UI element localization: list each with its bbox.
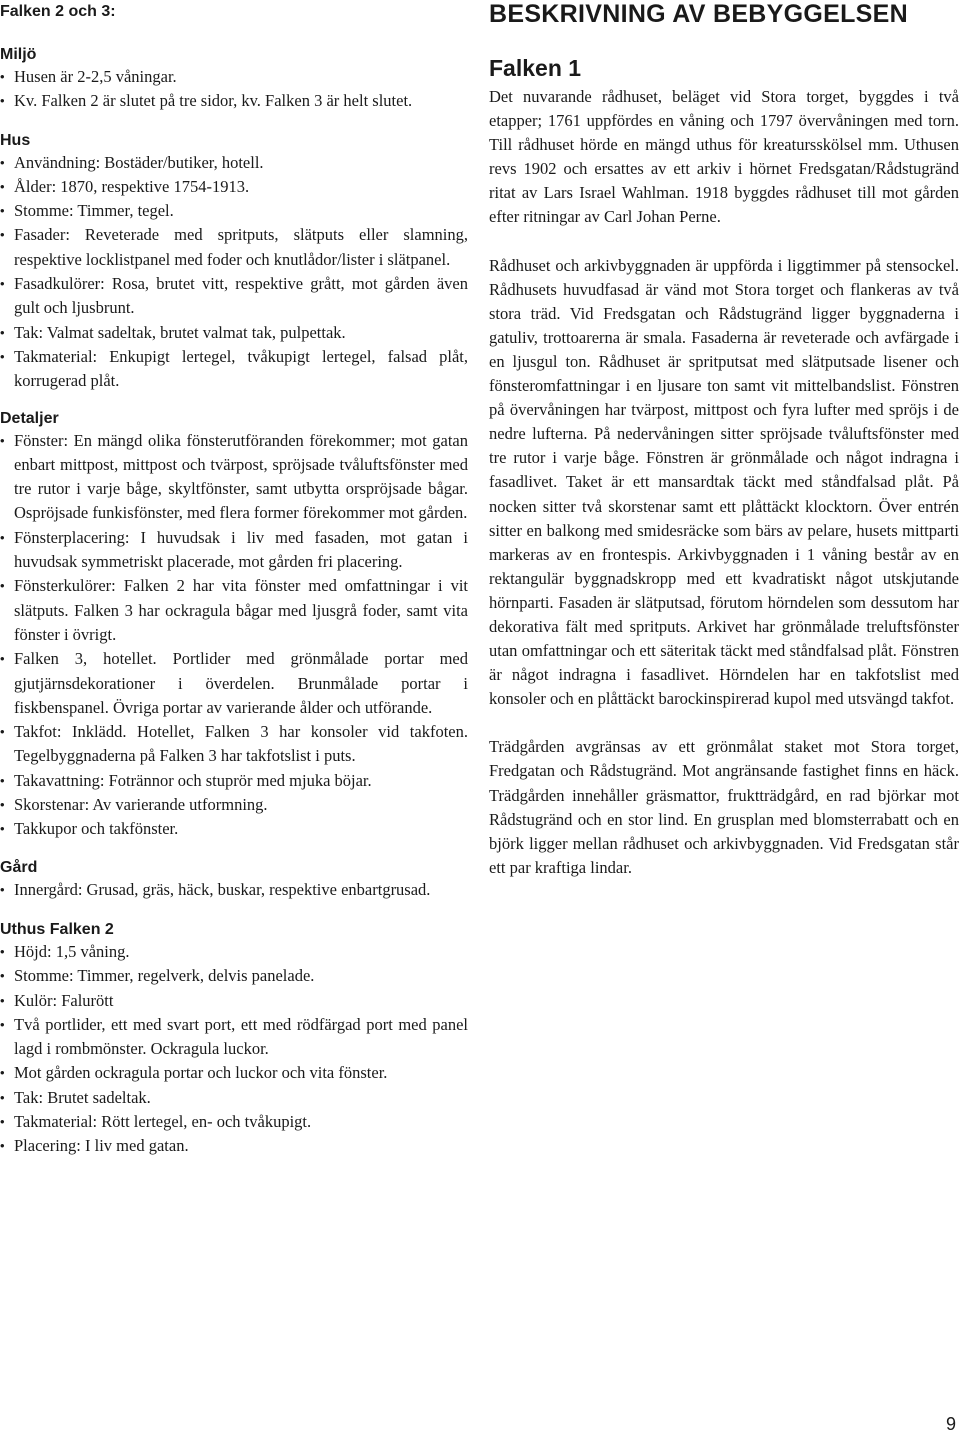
list-item: • Stomme: Timmer, tegel. [0, 199, 468, 223]
list-item: • Husen är 2-2,5 våningar. [0, 65, 468, 89]
list-item: • Innergård: Grusad, gräs, häck, buskar, respektive enbartgrusad. [0, 878, 468, 902]
section-title-gard: Gård [0, 858, 38, 876]
section-title-miljo: Miljö [0, 46, 37, 63]
right-column [489, 0, 959, 880]
body-paragraph: Rådhuset och arkivbyggnaden är uppförda i liggtimmer på stensockel. Rådhusets huvudfasad är vänd mot Stora torget och flankeras av två stora träd. Vid Fredsgatan och Rådstugränd ligger byggnaderna i gatuliv, trottoarerna är smala. Fasaderna är reveterade och avfärgade i en ljusgul ton. Rådhuset är spritputsat med slätputsade lisener och fönsteromfattningar i en ljusare ton samt vit mittelbandslist. Fönstren på övervåningen har tvärpost, mittpost och fyra lufter med spröjs i de nedre lufterna. På nedervåningen sitter spröjsade tvåluftsfönster med tre rutor i varje båge. Fönstren är grönmålade och något indragna i fasadlivet. Taket är ett mansardtak täckt med ståndfalsad plåt. På nocken sitter två skorstenar samt ett plåttäckt klocktorn. Över entrén sitter en balkong med smidesräcke som bärs av pelare, husets mittparti markeras av en frontespis. Arkivbyggnaden i 1 våning består av en rektangulär byggnadskropp med ett kvadratiskt något utskjutande hörnparti. Fasaden är slätputsad, förutom hörndelen som dessutom har dekorativa fält med spritputs. Arkivet har grönmålade treluftsfönster utan omfattningar och ett säteritak täckt med ståndfalsad plåt. Fönstren är något indragna i fasadlivet. Hörndelen har en takfotslist med konsoler och en plåttäckt barockinspirerad kupol med utsvängd takfot. [489, 255, 959, 709]
list-item: • Kulör: Falurött [0, 989, 468, 1013]
list-gard [0, 878, 468, 902]
page-number: 9 [945, 1414, 956, 1434]
list-item: • Fasadkulörer: Rosa, brutet vitt, respektive grått, mot gården även gult och ljusbrunt. [0, 272, 468, 321]
list-uthus [0, 940, 468, 1159]
list-item: • Användning: Bostäder/butiker, hotell. [0, 151, 468, 175]
list-item: • Fönster: En mängd olika fönsterutföranden förekommer; mot gatan enbart mittpost, mittpost och tvärpost, spröjsade tvåluftsfönster med tre rutor i varje båge, skyltfönster, samt utbytta orspröjsade bågar. Ospröjsade funkisfönster, med flera former förekommer mot gården. [0, 429, 468, 526]
list-item: • Tak: Valmat sadeltak, brutet valmat tak, pulpettak. [0, 321, 468, 345]
list-item: • Höjd: 1,5 våning. [0, 940, 468, 964]
list-item: • Takkupor och takfönster. [0, 817, 468, 841]
section-hus [0, 131, 468, 394]
section-detaljer [0, 409, 468, 842]
list-hus [0, 151, 468, 394]
list-item: • Falken 3, hotellet. Portlider med grönmålade portar med gjutjärnsdekorationer i överdelen. Brunmålade portar i fiskbenspanel. Övriga portar av varierande ålder och utförande. [0, 647, 468, 720]
property-heading: Falken 1 [489, 55, 582, 81]
section-title-hus: Hus [0, 131, 31, 149]
list-item: • Placering: I liv med gatan. [0, 1134, 468, 1158]
list-item: • Stomme: Timmer, regelverk, delvis panelade. [0, 964, 468, 988]
list-item: • Takfot: Inklädd. Hotellet, Falken 3 har konsoler vid takfoten. Tegelbyggnaderna på Falken 3 har takfotslist i puts. [0, 720, 468, 769]
section-miljo [0, 45, 468, 114]
list-item: • Fönsterplacering: I huvudsak i liv med fasaden, mot gatan i huvudsak symmetriskt placerade, mot gården fri placering. [0, 526, 468, 575]
section-uthus [0, 920, 468, 1159]
list-item: • Takavattning: Fotrännor och stuprör med mjuka böjar. [0, 769, 468, 793]
left-column [0, 0, 468, 1159]
section-title-uthus: Uthus Falken 2 [0, 920, 114, 938]
list-item: • Mot gården ockragula portar och luckor och vita fönster. [0, 1061, 468, 1085]
list-item: • Två portlider, ett med svart port, ett med rödfärgad port med panel lagd i rombmönster. Ockragula luckor. [0, 1013, 468, 1062]
page-heading: Falken 2 och 3: [0, 3, 116, 20]
list-detaljer [0, 429, 468, 842]
section-heading: BESKRIVNING AV BEBYGGELSEN [489, 0, 908, 28]
body-paragraph: Trädgården avgränsas av ett grönmålat staket mot Stora torget, Fredgatan och Rådstugränd. Mot angränsande fastighet finns en häck. Trädgården innehåller gräsmattor, fruktträdgård, en rad björkar mot Rådstugränd och en stor lind. En grusplan med blomsterrabatt och en björk ligger mellan rådhuset och arkivbyggnaden. Vid Fredsgatan står ett par kraftiga lindar. [489, 737, 959, 877]
list-item: • Fönsterkulörer: Falken 2 har vita fönster med omfattningar i vit slätputs. Falken 3 har ockragula bågar med ljusgrå foder, samt vita fönster i övrigt. [0, 574, 468, 647]
list-item: • Takmaterial: Enkupigt lertegel, tvåkupigt lertegel, falsad plåt, korrugerad plåt. [0, 345, 468, 394]
list-item: • Skorstenar: Av varierande utformning. [0, 793, 468, 817]
body-paragraph: Det nuvarande rådhuset, beläget vid Stora torget, byggdes i två etapper; 1761 uppfördes en våning och 1797 övervåningen med torn. Till rådhuset hörde en mängd uthus för kreatursskölsel mm. Uthusen revs 1902 och ersattes av ett arkiv i hörnet Fredsgatan/Rådstugränd ritat av Lars Israel Wahlman. 1918 byggdes rådhuset till mot gården efter ritningar av Carl Johan Perne. [489, 87, 959, 227]
list-item: • Takmaterial: Rött lertegel, en- och tvåkupigt. [0, 1110, 468, 1134]
section-gard [0, 858, 468, 902]
section-title-detaljer: Detaljer [0, 409, 59, 427]
list-miljo [0, 65, 468, 114]
list-item: • Fasader: Reveterade med spritputs, slätputs eller slamning, respektive locklistpanel med foder och knutlådor/lister i slätpanel. [0, 223, 468, 272]
list-item: • Tak: Brutet sadeltak. [0, 1086, 468, 1110]
list-item: • Kv. Falken 2 är slutet på tre sidor, kv. Falken 3 är helt slutet. [0, 89, 468, 113]
list-item: • Ålder: 1870, respektive 1754-1913. [0, 175, 468, 199]
